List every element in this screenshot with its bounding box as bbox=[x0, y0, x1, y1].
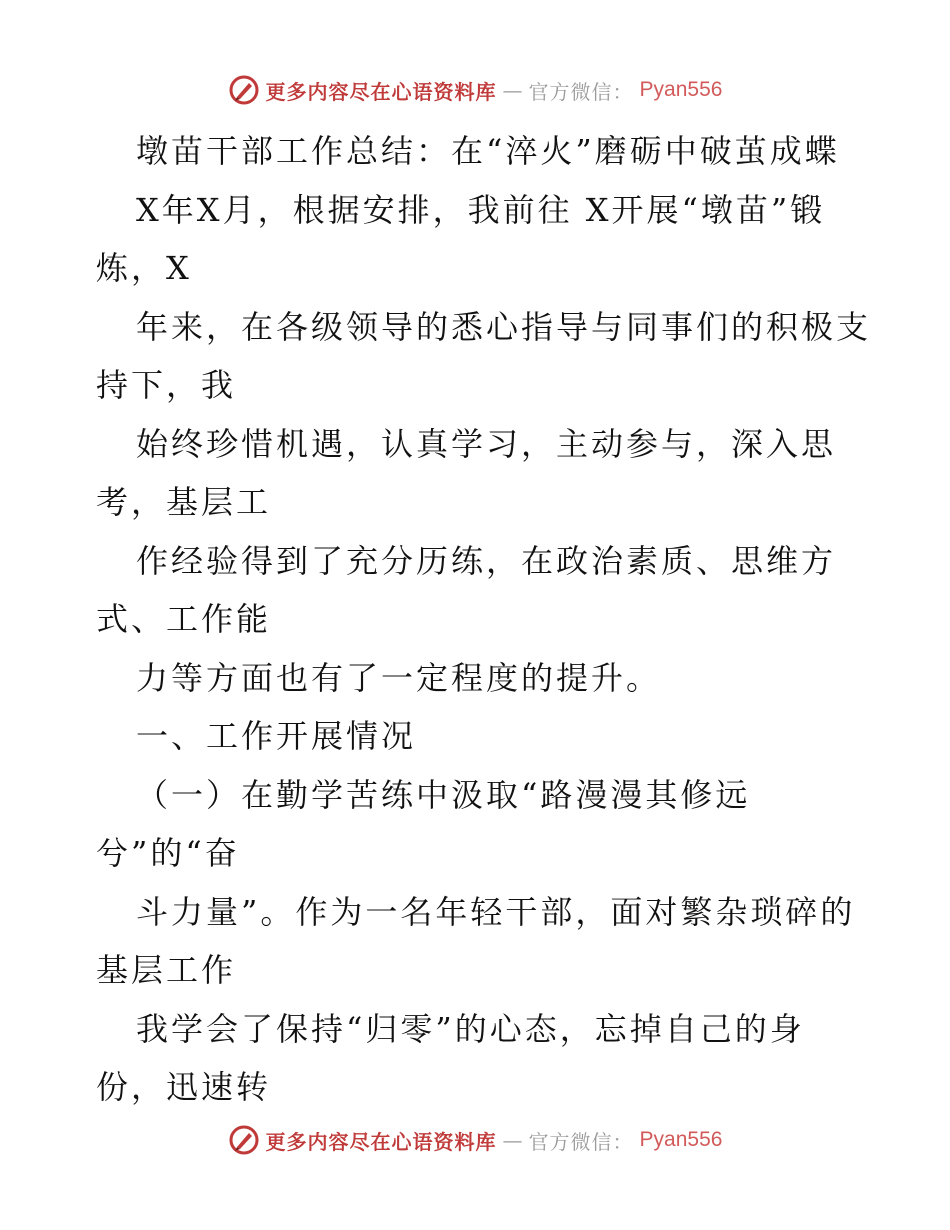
footer-watermark-banner bbox=[0, 1120, 950, 1160]
banner-wechat-label: 官方微信： bbox=[528, 79, 634, 104]
paragraph-line: 炼，X bbox=[96, 249, 192, 287]
banner-wechat-label: 官方微信： bbox=[528, 1129, 634, 1154]
pen-logo-icon bbox=[228, 1124, 260, 1156]
paragraph-line: 兮”的“奋 bbox=[96, 834, 240, 872]
banner-separator: — bbox=[502, 78, 523, 102]
paragraph-line: 份，迅速转 bbox=[96, 1068, 272, 1106]
banner-site-text: 更多内容尽在心语资料库 bbox=[265, 79, 497, 104]
paragraph-line: 我学会了保持“归零”的心态，忘掉自己的身 bbox=[136, 1009, 805, 1048]
banner-wechat-id: Pyan556 bbox=[639, 1128, 723, 1151]
paragraph-line: 斗力量”。作为一名年轻干部，面对繁杂琐碎的 bbox=[136, 892, 856, 931]
paragraph-line: 式、工作能 bbox=[96, 600, 272, 638]
banner-separator: — bbox=[502, 1128, 523, 1152]
paragraph-line: 考，基层工 bbox=[96, 483, 272, 521]
document-body bbox=[96, 122, 876, 1117]
paragraph-line: X年X月，根据安排，我前往 X开展“墩苗”锻 bbox=[136, 190, 826, 229]
paragraph-line: 年来，在各级领导的悉心指导与同事们的积极支 bbox=[136, 307, 872, 346]
paragraph-line: 作经验得到了充分历练，在政治素质、思维方 bbox=[136, 541, 837, 580]
paragraph-line: 持下，我 bbox=[96, 366, 237, 404]
banner-wechat-id: Pyan556 bbox=[639, 78, 723, 101]
paragraph-line: 力等方面也有了一定程度的提升。 bbox=[136, 658, 662, 697]
header-watermark-banner bbox=[0, 70, 950, 110]
paragraph-line: 基层工作 bbox=[96, 951, 237, 989]
paragraph-line: 始终珍惜机遇，认真学习，主动参与，深入思 bbox=[136, 424, 837, 463]
document-title: 墩苗干部工作总结：在“淬火”磨砺中破茧成蝶 bbox=[136, 132, 840, 170]
section-heading: 一、工作开展情况 bbox=[136, 717, 417, 755]
banner-site-text: 更多内容尽在心语资料库 bbox=[265, 1129, 497, 1154]
pen-logo-icon bbox=[228, 74, 260, 106]
subsection-heading: （一）在勤学苦练中汲取“路漫漫其修远 bbox=[136, 775, 751, 814]
